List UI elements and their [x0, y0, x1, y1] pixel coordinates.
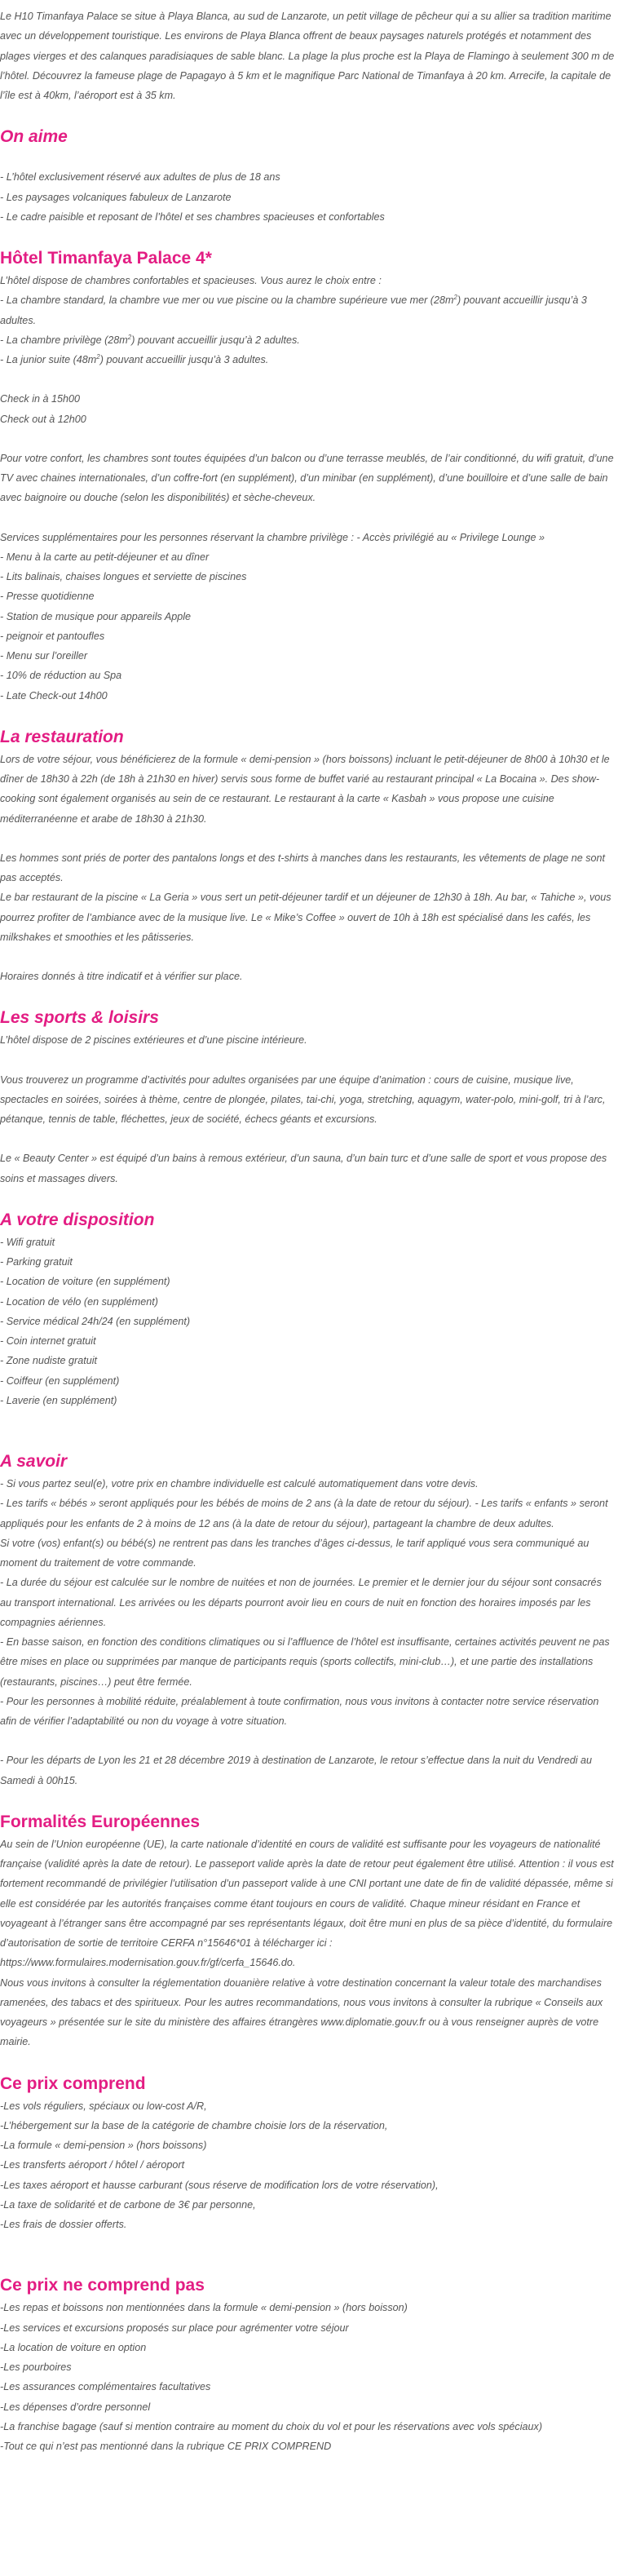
- room-standard-text-end: ) pouvant accueillir jusqu’à 3 adultes.: [0, 294, 587, 326]
- savoir-heading: A savoir: [0, 1452, 68, 1471]
- sports-paragraph-2: Vous trouverez un programme d’activités pour adultes organisées par une équipe d’animation : cours de cuisine, musique live, spectacles en soirées, soirées à thème, centre de plongée, pilates, tai-chi, yoga, stretching, aquagym, water-polo, mini-golf, tri à l’arc, pétanque, tennis de table, fléchettes, jeux de société, échecs géants et excursions.: [0, 1073, 606, 1125]
- prix-ne-comprend-section: [0, 2273, 615, 2456]
- savoir-section: [0, 1450, 615, 1790]
- room-junior-text-end: ) pouvant accueillir jusqu’à 3 adultes.: [99, 354, 269, 365]
- privilege-services-list: Services supplémentaires pour les personnes réservant la chambre privilège : - Accès privilégié au « Privilege Lounge » - Menu à la carte au petit-déjeuner et au dîner - Lits balinais, chaises longues et serviette de piscines - Presse quotidienne - Station de musique pour appareils Apple - peignoir et pantoufles - Menu sur l’oreiller - 10% de réduction au Spa - Late Check-out 14h00: [0, 531, 545, 702]
- sports-heading: Les sports & loisirs: [0, 1008, 159, 1028]
- comfort-paragraph: Pour votre confort, les chambres sont toutes équipées d’un balcon ou d’une terrasse meublés, de l’air conditionné, du wifi gratuit, d’une TV avec chaines internationales, d’un coffre-fort (en supplément), d’un minibar (en supplément), d’une bouilloire et d’une salle de bain avec baignoire ou douche (selon les disponibilités) et sèche-cheveux.: [0, 452, 614, 504]
- disposition-heading: A votre disposition: [0, 1210, 155, 1229]
- hotel-section: [0, 246, 615, 706]
- prix-ne-comprend-list: -Les repas et boissons non mentionnées dans la formule « demi-pension » (hors boisson) -Les services et excursions proposés sur place pour agrémenter votre séjour -La location de voiture en option -Les pourboires -Les assurances complémentaires facultatives -Les dépenses d’ordre personnel -La franchise bagage (sauf si mention contraire au moment du choix du vol et pour les réservations avec vols spéciaux) -Tout ce qui n’est pas mentionné dans la rubrique CE PRIX COMPREND: [0, 2302, 543, 2452]
- rooms-intro: L’hôtel dispose de chambres confortables et spacieuses. Vous aurez le choix entre :: [0, 275, 382, 286]
- sports-paragraph-1: L’hôtel dispose de 2 piscines extérieures et d’une piscine intérieure.: [0, 1034, 307, 1047]
- sports-paragraph-3: Le « Beauty Center » est équipé d’un bains à remous extérieur, d’un sauna, d’un bain turc et d’une salle de sport et vous propose des soins et massages divers.: [0, 1153, 607, 1184]
- prix-comprend-heading: Ce prix comprend: [0, 2074, 146, 2093]
- intro-paragraph: Le H10 Timanfaya Palace se situe à Playa Blanca, au sud de Lanzarote, un petit village de pêcheur qui a su allier sa tradition maritime avec un développement touristique. Les environs de Playa Blanca offrent de beaux paysages naturels protégés et notamment des plages vierges et des calanques paradisiaques de sable blanc. La plage la plus proche est la Playa de Flamingo à seulement 300 m de l’hôtel. Découvrez la fameuse plage de Papagayo à 5 km et le magnifique Parc National de Timanfaya à 20 km. Arrecife, la capitale de l’île est à 40km, l’aéroport est à 35 km.: [0, 11, 615, 101]
- room-privilege-text-end: ) pouvant accueillir jusqu’à 2 adultes.: [131, 334, 300, 346]
- prix-comprend-section: [0, 2072, 615, 2235]
- on-aime-list: - L’hôtel exclusivement réservé aux adultes de plus de 18 ans - Les paysages volcaniques fabuleux de Lanzarote - Le cadre paisible et reposant de l’hôtel et ses chambres spacieuses et confortables: [0, 171, 385, 223]
- room-privilege-text: - La chambre privilège (28m: [0, 334, 128, 346]
- room-standard: [0, 290, 615, 330]
- superscript: 2: [127, 333, 132, 341]
- savoir-lyon-note: - Pour les départs de Lyon les 21 et 28 décembre 2019 à destination de Lanzarote, le retour s’effectue dans la nuit du Vendredi au Samedi à 00h15.: [0, 1755, 593, 1786]
- restauration-heading: La restauration: [0, 727, 124, 746]
- on-aime-section: [0, 125, 615, 227]
- formalites-heading: Formalités Européennes: [0, 1812, 201, 1831]
- hotel-heading: Hôtel Timanfaya Palace 4*: [0, 249, 212, 268]
- room-standard-text: - La chambre standard, la chambre vue mer ou vue piscine ou la chambre supérieure vue mer (28m: [0, 294, 454, 307]
- disposition-section: [0, 1208, 615, 1410]
- formalites-section: [0, 1810, 615, 2052]
- room-junior-text: - La junior suite (48m: [0, 354, 97, 365]
- prix-ne-comprend-heading: Ce prix ne comprend pas: [0, 2276, 205, 2295]
- sports-section: [0, 1006, 615, 1188]
- room-privilege: [0, 330, 615, 350]
- formalites-paragraph: Au sein de l’Union européenne (UE), la carte nationale d’identité en cours de validité est suffisante pour les voyageurs de nationalité française (validité après la date de retour). Le passeport valide après la date de retour peut également être utilisé. Attention : il vous est fortement recommandé de privilégier l’utilisation d’un passeport valide à une CNI portant une date de fin de validité dépassée, même si elle est considérée par les autorités françaises comme étant toujours en cours de validité. Chaque mineur résidant en France et voyageant à l’étranger sans être accompagné par ses représentants légaux, doit être muni en plus de sa pièce d’identité, du formulaire d’autorisation de sortie de territoire CERFA n°15646*01 à télécharger ici : https://www.formulaires.modernisation.gouv.fr/gf/cerfa_15646.do. Nous vous invitons à consulter la réglementation douanière relative à votre destination concernant la valeur totale des marchandises ramenées, des tabacs et des spiritueux. Pour les autres recommandations, nous vous invitons à consulter la rubrique « Conseils aux voyageurs » présentée sur le site du ministère des affaires étrangères www.diplomatie.gouv.fr ou à vous renseigner auprès de votre mairie.: [0, 1838, 614, 2048]
- disposition-list: - Wifi gratuit - Parking gratuit - Location de voiture (en supplément) - Location de vélo (en supplément) - Service médical 24h/24 (en supplément) - Coin internet gratuit - Zone nudiste gratuit - Coiffeur (en supplément) - Laverie (en supplément): [0, 1236, 191, 1406]
- restauration-section: [0, 725, 615, 987]
- on-aime-heading: On aime: [0, 127, 68, 147]
- prix-comprend-list: -Les vols réguliers, spéciaux ou low-cost A/R, -L’hébergement sur la base de la catégorie de chambre choisie lors de la réservation, -La formule « demi-pension » (hors boissons) -Les transferts aéroport / hôtel / aéroport -Les taxes aéroport et hausse carburant (sous réserve de modification lors de votre réservation), -La taxe de solidarité et de carbone de 3€ par personne, -Les frais de dossier offerts.: [0, 2100, 439, 2230]
- restauration-paragraph-2: Les hommes sont priés de porter des pantalons longs et des t-shirts à manches dans les restaurants, les vêtements de plage ne sont pas acceptés. Le bar restaurant de la piscine « La Geria » vous sert un petit-déjeuner tardif et un déjeuner de 12h30 à 18h. Au bar, « Tahiche », vous pourrez profiter de l’ambiance avec de la musique live. Le « Mike’s Coffee » ouvert de 10h à 18h est spécialisé dans les cafés, les milkshakes et smoothies et les pâtisseries.: [0, 852, 611, 943]
- savoir-paragraph: - Si vous partez seul(e), votre prix en chambre individuelle est calculé automatiquement dans votre devis. - Les tarifs « bébés » seront appliqués pour les bébés de moins de 2 ans (à la date de retour du séjour). - Les tarifs « enfants » seront appliqués pour les enfants de 2 à moins de 12 ans (à la date de retour du séjour), partageant la chambre de deux adultes. Si votre (vos) enfant(s) ou bébé(s) ne rentrent pas dans les tranches d’âges ci-dessus, le tarif appliqué vous sera communiqué au moment du traitement de votre commande. - La durée du séjour est calculée sur le nombre de nuitées et non de journées. Le premier et le dernier jour du séjour sont consacrés au transport international. Les arrivées ou les départs pourront avoir lieu en cours de nuit en fonction des horaires imposés par les compagnies aériennes. - En basse saison, en fonction des conditions climatiques ou si l’affluence de l’hôtel est insuffisante, certaines activités peuvent ne pas être mises en place ou supprimées par manque de participants requis (sports collectifs, mini-club…), et une partie des installations (restaurants, piscines…) peut être fermée. - Pour les personnes à mobilité réduite, préalablement à toute confirmation, nous vous invitons à contacter notre service réservation afin de vérifier l’adaptabilité ou non du voyage à votre situation.: [0, 1478, 610, 1727]
- superscript: 2: [453, 294, 457, 302]
- superscript: 2: [96, 352, 100, 361]
- restauration-paragraph-1: Lors de votre séjour, vous bénéficierez de la formule « demi-pension » (hors boissons) incluant le petit-déjeuner de 8h00 à 10h30 et le dîner de 18h30 à 22h (de 18h à 21h30 en hiver) servis sous forme de buffet varié au restaurant principal « La Bocaina ». Des show-cooking sont également organisés au sein de ce restaurant. Le restaurant à la carte « Kasbah » vous propose une cuisine méditerranéenne et arabe de 18h30 à 21h30.: [0, 753, 610, 825]
- checkin-times: Check in à 15h00 Check out à 12h00: [0, 393, 86, 425]
- room-junior-suite: [0, 350, 615, 370]
- restauration-note: Horaires donnés à titre indicatif et à vérifier sur place.: [0, 971, 243, 982]
